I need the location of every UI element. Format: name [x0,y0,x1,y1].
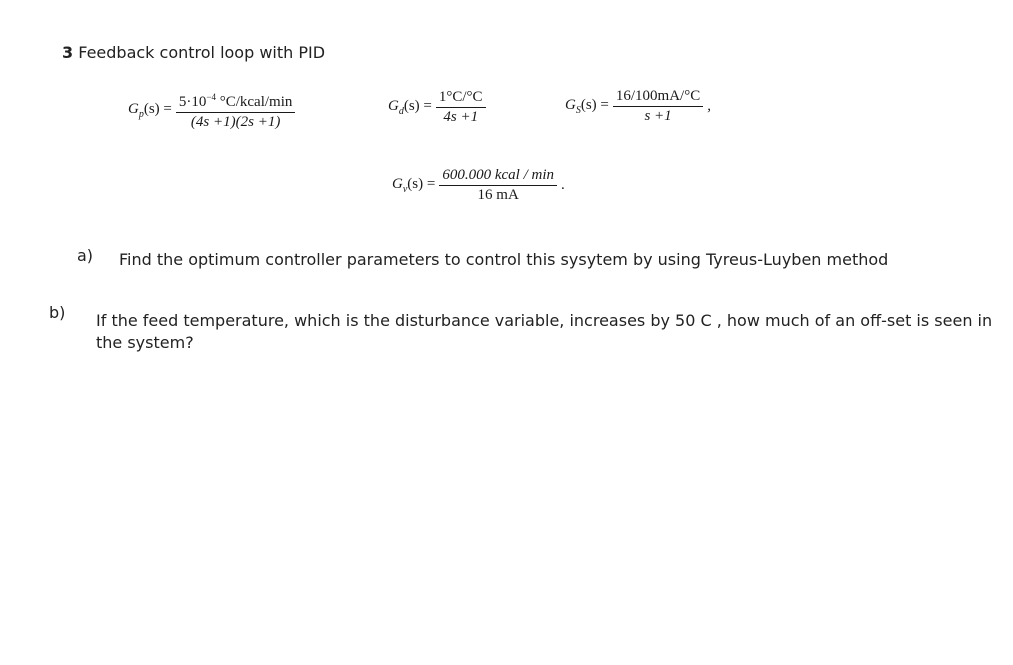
equation-lhs: $G_S(s)$ = [565,97,609,116]
equation-lhs: $G_d(s)$ = [388,98,432,117]
equation-gp [128,88,297,132]
question-text: If the feed temperature, which is the disturbance variable, increases by 50 C , how much of an off-set is seen in the system? [96,311,993,352]
numerator: 16/100mA/°C [615,88,701,104]
equation-comma: , [707,98,711,114]
numerator: $5\cdot 10^{-4}$ °C/kcal/min [178,92,293,110]
denominator: 16 mA [477,187,519,203]
equation-period: . [561,177,565,193]
section-title: Feedback control loop with PID [78,43,326,62]
denominator: s +1 [644,108,672,124]
equation-lhs: $G_p(s)$ = [128,100,172,120]
question-label: b) [49,303,66,322]
equation-gs [565,87,711,126]
denominator: 4s +1 [443,109,479,125]
equation-lhs: $G_v(s)$ = [392,176,436,195]
numerator: 600.000 kcal / min [442,167,554,183]
section-heading [62,43,325,62]
question-text: Find the optimum controller parameters to control this sysytem by using Tyreus-Luyben method [119,250,889,269]
fraction [613,87,703,126]
section-number: 3 [62,43,74,62]
equation-gd [388,88,488,127]
numerator: 1°C/°C [438,89,483,105]
fraction [436,88,486,127]
equation-gv [392,166,565,205]
question-label: a) [77,246,94,265]
fraction [176,88,295,132]
denominator: (4s +1)(2s +1) [190,114,281,130]
fraction [439,166,557,205]
